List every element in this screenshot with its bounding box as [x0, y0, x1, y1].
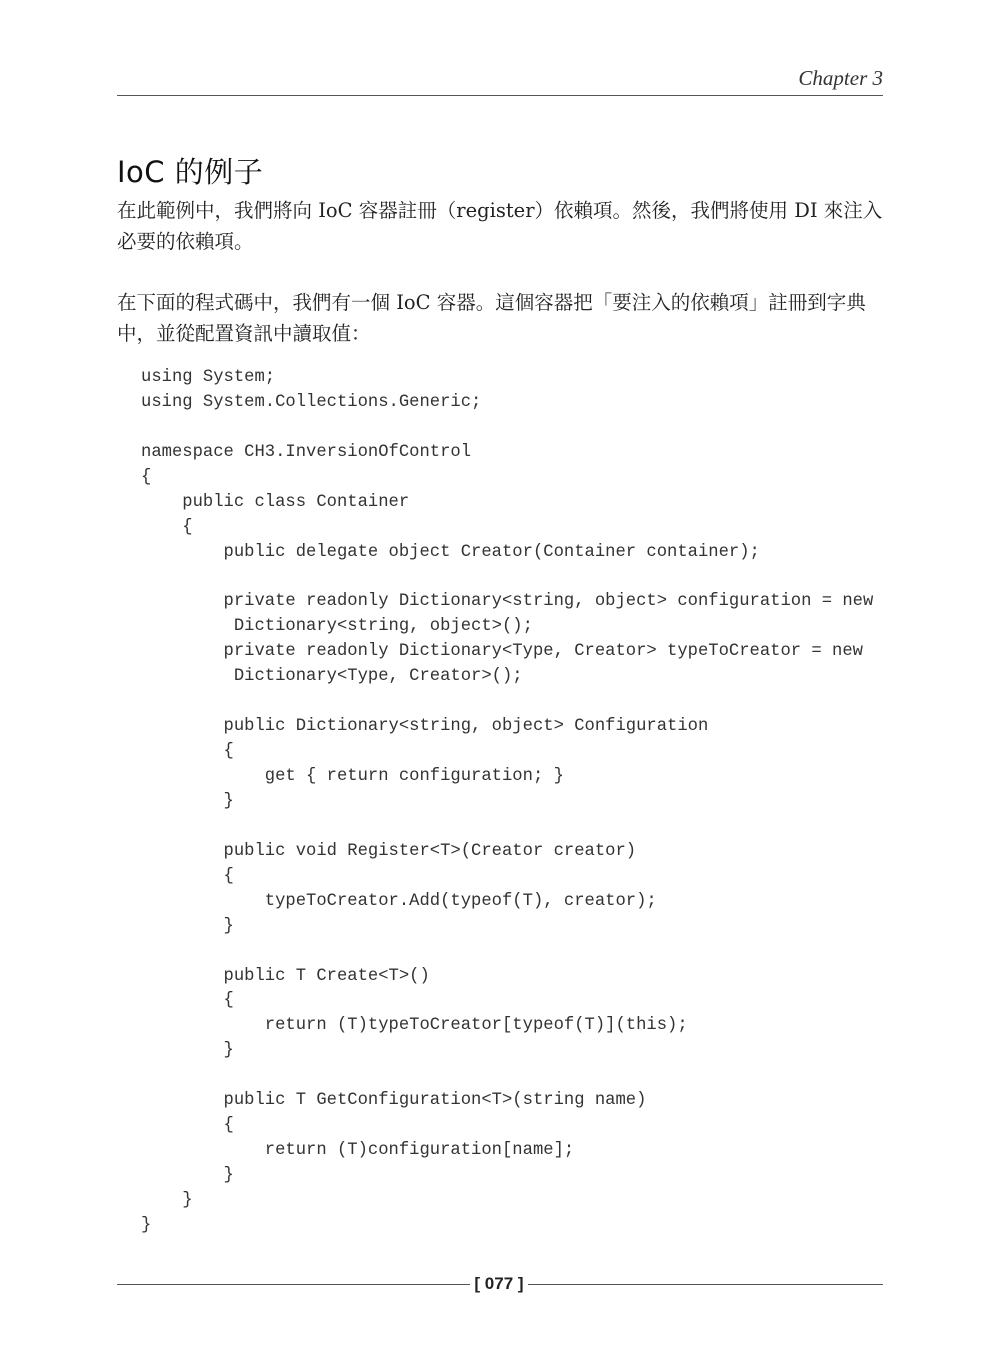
- code-line: [141, 690, 891, 715]
- code-line: }: [141, 1190, 193, 1210]
- code-line: }: [141, 791, 234, 811]
- footer-rule-right: [528, 1284, 883, 1285]
- code-line: [141, 940, 891, 965]
- code-line: Dictionary<Type, Creator>();: [141, 667, 523, 687]
- code-line: private readonly Dictionary<Type, Creator> typeToCreator = new: [141, 642, 863, 662]
- code-line: [141, 1064, 891, 1089]
- code-line: public T Create<T>(): [141, 966, 430, 986]
- code-line: public class Container: [141, 492, 410, 512]
- code-line: [141, 815, 891, 840]
- code-line: [141, 566, 891, 591]
- footer-rule-left: [117, 1284, 470, 1285]
- header-rule: [117, 95, 883, 96]
- code-line: {: [141, 467, 152, 487]
- code-line: }: [141, 1041, 234, 1061]
- code-line: using System;: [141, 368, 276, 387]
- code-line: public T GetConfiguration<T>(string name): [141, 1091, 647, 1111]
- code-line: private readonly Dictionary<string, object> configuration = new: [141, 592, 874, 612]
- code-line: public delegate object Creator(Container container);: [141, 542, 760, 562]
- code-line: {: [141, 1116, 234, 1136]
- page-number: [ 077 ]: [474, 1274, 524, 1293]
- code-line: {: [141, 991, 234, 1011]
- code-line: typeToCreator.Add(typeof(T), creator);: [141, 891, 657, 911]
- code-line: }: [141, 1215, 152, 1235]
- code-line: }: [141, 916, 234, 936]
- code-intro-paragraph: 在下面的程式碼中，我們有一個 IoC 容器。這個容器把「要注入的依賴項」註冊到字典中，並從配置資訊中讀取值：: [117, 291, 866, 345]
- code-block: [141, 366, 891, 1239]
- code-line: get { return configuration; }: [141, 767, 564, 786]
- code-line: public void Register<T>(Creator creator): [141, 841, 637, 861]
- code-line: return (T)typeToCreator[typeof(T)](this);: [141, 1016, 688, 1036]
- code-line: }: [141, 1166, 234, 1185]
- code-line: using System.Collections.Generic;: [141, 392, 482, 412]
- code-line: public Dictionary<string, object> Configuration: [141, 717, 709, 737]
- intro-paragraph: 在此範例中，我們將向 IoC 容器註冊（register）依賴項。然後，我們將使用 DI 來注入必要的依賴項。: [117, 199, 883, 253]
- code-line: {: [141, 866, 234, 886]
- section-title: IoC 的例子: [117, 155, 264, 189]
- code-line: return (T)configuration[name];: [141, 1141, 575, 1161]
- chapter-header: Chapter 3: [798, 66, 883, 90]
- code-line: {: [141, 517, 193, 537]
- code-line: namespace CH3.InversionOfControl: [141, 442, 472, 462]
- code-line: {: [141, 742, 234, 762]
- code-line: Dictionary<string, object>();: [141, 617, 533, 637]
- code-line: [141, 416, 891, 441]
